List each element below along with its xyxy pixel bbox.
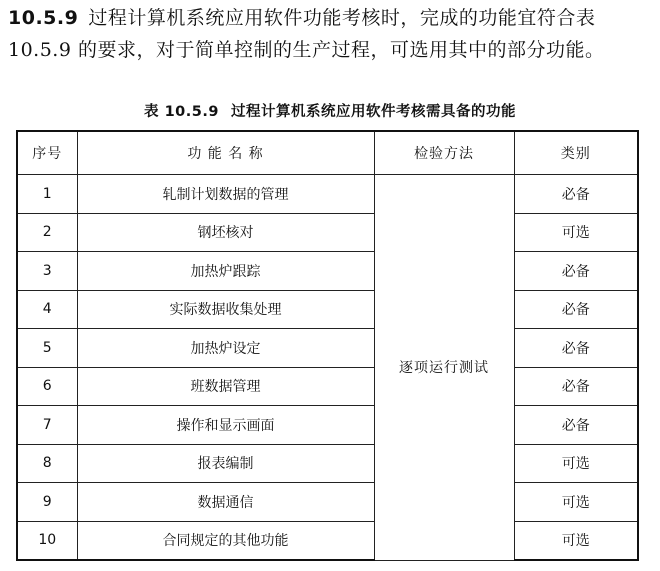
- table-row: [17, 252, 638, 291]
- row-no: 9: [17, 483, 77, 522]
- table-row: [17, 406, 638, 445]
- row-no: 4: [17, 290, 77, 329]
- row-category: 必备: [514, 290, 638, 329]
- header-category: 类别: [514, 131, 638, 175]
- row-category: 必备: [514, 406, 638, 445]
- row-name: 报表编制: [77, 444, 374, 483]
- row-category: 必备: [514, 252, 638, 291]
- row-name: 加热炉跟踪: [77, 252, 374, 291]
- row-name: 钢坯核对: [77, 213, 374, 252]
- table-caption-title: 过程计算机系统应用软件考核需具备的功能: [230, 104, 516, 120]
- row-category: 可选: [514, 213, 638, 252]
- row-category: 必备: [514, 329, 638, 368]
- row-category: 必备: [514, 175, 638, 214]
- header-no: 序号: [17, 131, 77, 175]
- function-table: [16, 130, 639, 561]
- table-row: [17, 329, 638, 368]
- clause-paragraph: [8, 2, 648, 66]
- table-row: [17, 521, 638, 560]
- row-category: 可选: [514, 521, 638, 560]
- table-row: [17, 290, 638, 329]
- row-name: 实际数据收集处理: [77, 290, 374, 329]
- clause-number: 10.5.9: [8, 7, 79, 29]
- row-category: 必备: [514, 367, 638, 406]
- table-caption-number: 表 10.5.9: [144, 104, 219, 120]
- method-cell: 逐项运行测试: [374, 175, 514, 561]
- table-row: [17, 483, 638, 522]
- row-category: 可选: [514, 483, 638, 522]
- row-category: 可选: [514, 444, 638, 483]
- row-name: 班数据管理: [77, 367, 374, 406]
- row-no: 3: [17, 252, 77, 291]
- row-no: 5: [17, 329, 77, 368]
- table-row: [17, 213, 638, 252]
- row-no: 2: [17, 213, 77, 252]
- row-name: 合同规定的其他功能: [77, 521, 374, 560]
- row-name: 数据通信: [77, 483, 374, 522]
- clause-text: 过程计算机系统应用软件功能考核时，完成的功能宜符合表 10.5.9 的要求，对于简单控制的生产过程，可选用其中的部分功能。: [8, 7, 605, 61]
- table-row: [17, 175, 638, 214]
- row-name: 加热炉设定: [77, 329, 374, 368]
- row-name: 操作和显示画面: [77, 406, 374, 445]
- row-no: 1: [17, 175, 77, 214]
- table-caption: [0, 100, 660, 121]
- header-name: 功 能 名 称: [77, 131, 374, 175]
- table-header-row: [17, 131, 638, 175]
- row-name: 轧制计划数据的管理: [77, 175, 374, 214]
- row-no: 8: [17, 444, 77, 483]
- table-row: [17, 444, 638, 483]
- table-row: [17, 367, 638, 406]
- row-no: 6: [17, 367, 77, 406]
- row-no: 7: [17, 406, 77, 445]
- row-no: 10: [17, 521, 77, 560]
- header-method: 检验方法: [374, 131, 514, 175]
